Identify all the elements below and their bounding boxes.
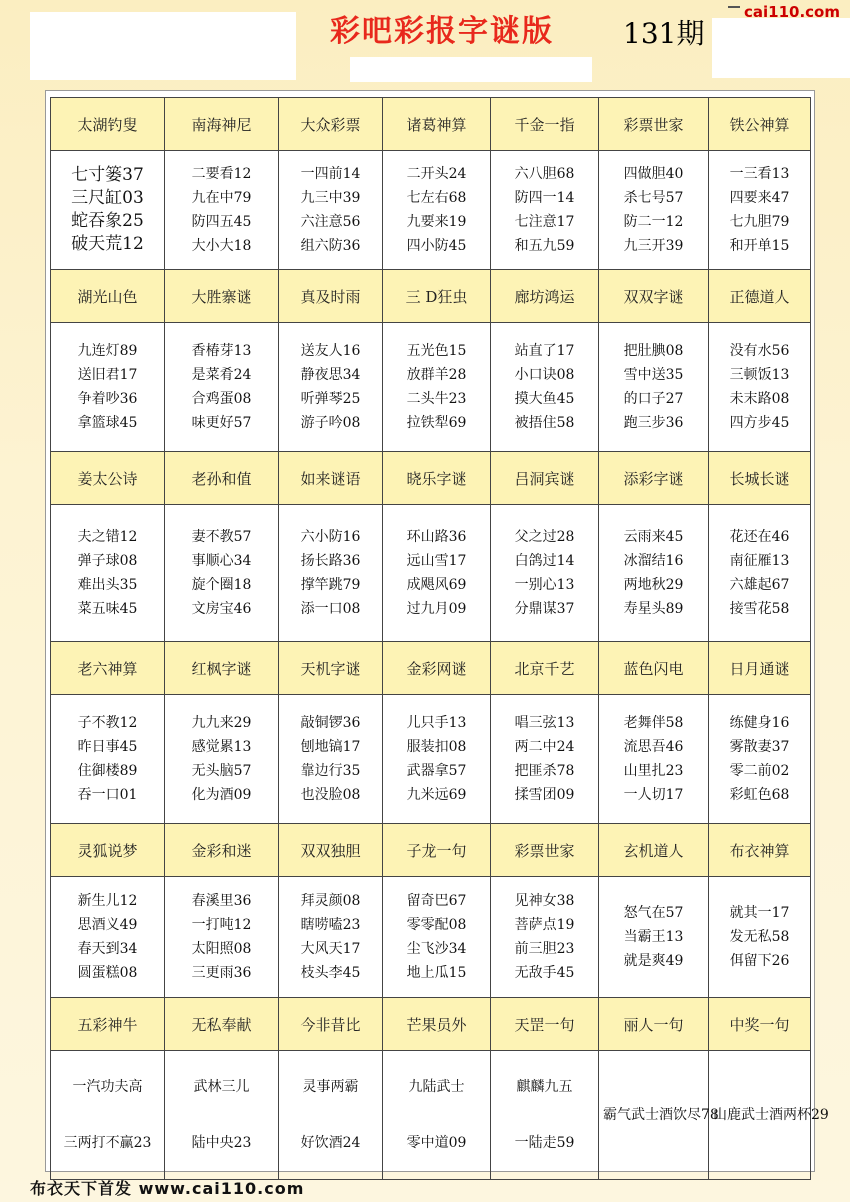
prediction-cell bbox=[279, 1051, 383, 1180]
prediction-line: 九三开39 bbox=[623, 238, 684, 254]
prediction-line: 一人切17 bbox=[623, 787, 684, 803]
prediction-line: 雾散妻37 bbox=[729, 739, 790, 755]
column-header bbox=[383, 998, 491, 1051]
expert-name: 芒果员外 bbox=[406, 1015, 467, 1034]
column-header bbox=[599, 270, 709, 323]
prediction-line: 未末路08 bbox=[729, 391, 790, 407]
prediction-line: 二开头24 bbox=[406, 166, 467, 182]
expert-name: 添彩字谜 bbox=[623, 469, 684, 488]
prediction-cell bbox=[165, 151, 279, 270]
prediction-line: 二要看12 bbox=[191, 166, 252, 182]
prediction-cell bbox=[51, 323, 165, 452]
prediction-line: 春溪里36 bbox=[191, 893, 252, 909]
prediction-line: 菜五味45 bbox=[77, 601, 138, 617]
prediction-line: 四做胆40 bbox=[623, 166, 684, 182]
prediction-line: 远山雪17 bbox=[406, 553, 467, 569]
prediction-cell bbox=[51, 505, 165, 642]
prediction-line: 送友人16 bbox=[300, 343, 361, 359]
prediction-line: 组六防36 bbox=[300, 238, 361, 254]
prediction-line: 九陆武士 bbox=[408, 1079, 465, 1095]
header-blank-strip bbox=[350, 57, 592, 82]
column-header bbox=[383, 642, 491, 695]
section-body-row bbox=[51, 695, 811, 824]
prediction-line: 游子吟08 bbox=[300, 415, 361, 431]
prediction-line: 发无私58 bbox=[729, 929, 790, 945]
prediction-cell bbox=[599, 323, 709, 452]
column-header bbox=[165, 998, 279, 1051]
issue-number: 131期 bbox=[623, 17, 705, 50]
expert-name: 真及时雨 bbox=[300, 287, 361, 306]
prediction-cell bbox=[491, 695, 599, 824]
prediction-line: 老舞伴58 bbox=[623, 715, 684, 731]
prediction-line: 武器拿57 bbox=[406, 763, 467, 779]
prediction-line: 蛇吞象25 bbox=[71, 211, 144, 231]
prediction-cell bbox=[709, 151, 811, 270]
expert-name: 湖光山色 bbox=[77, 287, 138, 306]
page-title: 彩吧彩报字谜版 bbox=[330, 14, 554, 49]
prediction-line: 零二前02 bbox=[729, 763, 790, 779]
prediction-cell bbox=[383, 151, 491, 270]
prediction-cell bbox=[599, 1051, 719, 1180]
prediction-line: 难出头35 bbox=[77, 577, 138, 593]
prediction-line: 一陆走59 bbox=[514, 1135, 575, 1151]
prediction-line: 跑三步36 bbox=[623, 415, 684, 431]
prediction-line: 接雪花58 bbox=[729, 601, 790, 617]
prediction-cell bbox=[383, 695, 491, 824]
prediction-line: 五光色15 bbox=[406, 343, 467, 359]
prediction-line: 就是爽49 bbox=[623, 953, 684, 969]
prediction-cell bbox=[383, 1051, 491, 1180]
prediction-line: 子不教12 bbox=[77, 715, 138, 731]
prediction-cell bbox=[51, 151, 165, 270]
expert-name: 老六神算 bbox=[77, 659, 138, 678]
prediction-line: 云雨来45 bbox=[623, 529, 684, 545]
column-header bbox=[51, 642, 165, 695]
prediction-cell bbox=[383, 505, 491, 642]
expert-name: 子龙一句 bbox=[406, 841, 467, 860]
prediction-line: 新生儿12 bbox=[77, 893, 138, 909]
site-mark bbox=[728, 6, 740, 8]
prediction-cell bbox=[165, 1051, 279, 1180]
column-header bbox=[383, 452, 491, 505]
prediction-line: 化为酒09 bbox=[191, 787, 252, 803]
prediction-cell bbox=[491, 1051, 599, 1180]
column-header bbox=[491, 998, 599, 1051]
column-header bbox=[279, 642, 383, 695]
prediction-line: 揉雪团09 bbox=[514, 787, 575, 803]
prediction-line: 拜灵颜08 bbox=[300, 893, 361, 909]
prediction-line: 四小防45 bbox=[406, 238, 467, 254]
puzzle-sheet bbox=[45, 90, 829, 1172]
column-header bbox=[599, 824, 709, 877]
expert-name: 吕洞宾谜 bbox=[514, 469, 575, 488]
section-body-row bbox=[51, 505, 811, 642]
column-header bbox=[383, 824, 491, 877]
prediction-line: 两地秋29 bbox=[623, 577, 684, 593]
prediction-cell bbox=[51, 1051, 165, 1180]
expert-name: 太湖钓叟 bbox=[77, 115, 138, 134]
section-header-row bbox=[51, 98, 811, 151]
section-header-row bbox=[51, 642, 811, 695]
prediction-line: 七九胆79 bbox=[729, 214, 790, 230]
prediction-line: 见神女38 bbox=[514, 893, 575, 909]
column-header bbox=[491, 98, 599, 151]
section-header-row bbox=[51, 270, 811, 323]
prediction-line: 一别心13 bbox=[514, 577, 575, 593]
expert-name: 五彩神牛 bbox=[77, 1015, 138, 1034]
column-header bbox=[165, 824, 279, 877]
prediction-line: 瞎唠嗑23 bbox=[300, 917, 361, 933]
column-header bbox=[709, 98, 811, 151]
column-header bbox=[51, 998, 165, 1051]
prediction-line: 前三胆23 bbox=[514, 941, 575, 957]
prediction-cell bbox=[279, 151, 383, 270]
prediction-line: 三更雨36 bbox=[191, 965, 252, 981]
site-logo[interactable]: cai110.com bbox=[744, 3, 840, 21]
section-header-row bbox=[51, 998, 811, 1051]
section-body-row bbox=[51, 877, 811, 998]
expert-name: 玄机道人 bbox=[623, 841, 684, 860]
column-header bbox=[51, 824, 165, 877]
prediction-line: 九要来19 bbox=[406, 214, 467, 230]
expert-name: 双双字谜 bbox=[623, 287, 684, 306]
section-body-row bbox=[51, 323, 811, 452]
prediction-line: 圆蛋糕08 bbox=[77, 965, 138, 981]
prediction-line: 防四五45 bbox=[191, 214, 252, 230]
expert-name: 丽人一句 bbox=[623, 1015, 684, 1034]
expert-name: 廊坊鸿运 bbox=[514, 287, 575, 306]
prediction-line: 敲铜锣36 bbox=[300, 715, 361, 731]
column-header bbox=[51, 98, 165, 151]
expert-name: 天机字谜 bbox=[300, 659, 361, 678]
prediction-line: 练健身16 bbox=[729, 715, 790, 731]
prediction-line: 无头脑57 bbox=[191, 763, 252, 779]
prediction-cell bbox=[165, 323, 279, 452]
prediction-line: 菩萨点19 bbox=[514, 917, 575, 933]
prediction-cell bbox=[709, 505, 811, 642]
prediction-cell bbox=[279, 877, 383, 998]
expert-name: 诸葛神算 bbox=[406, 115, 467, 134]
prediction-line: 事顺心34 bbox=[191, 553, 252, 569]
prediction-line: 南征雁13 bbox=[729, 553, 790, 569]
prediction-cell bbox=[51, 877, 165, 998]
prediction-line: 九三中39 bbox=[300, 190, 361, 206]
prediction-line: 争着吵36 bbox=[77, 391, 138, 407]
prediction-line: 寿星头89 bbox=[623, 601, 684, 617]
expert-name: 金彩和迷 bbox=[191, 841, 252, 860]
prediction-line: 扬长路36 bbox=[300, 553, 361, 569]
prediction-cell bbox=[709, 695, 811, 824]
prediction-line: 九九来29 bbox=[191, 715, 252, 731]
prediction-cell bbox=[599, 505, 709, 642]
prediction-line: 白鸽过14 bbox=[514, 553, 575, 569]
prediction-line: 武林三儿 bbox=[193, 1079, 250, 1095]
prediction-line: 地上瓜15 bbox=[406, 965, 467, 981]
column-header bbox=[165, 98, 279, 151]
prediction-line: 合鸡蛋08 bbox=[191, 391, 252, 407]
prediction-line: 妻不教57 bbox=[191, 529, 252, 545]
prediction-line: 三两打不赢23 bbox=[63, 1135, 152, 1151]
prediction-line: 当霸王13 bbox=[623, 929, 684, 945]
prediction-line: 三顿饭13 bbox=[729, 367, 790, 383]
prediction-line: 花还在46 bbox=[729, 529, 790, 545]
prediction-cell bbox=[383, 323, 491, 452]
expert-name: 如来谜语 bbox=[300, 469, 361, 488]
prediction-line: 大小大18 bbox=[191, 238, 252, 254]
prediction-line: 听弹琴25 bbox=[300, 391, 361, 407]
prediction-cell bbox=[709, 877, 811, 998]
column-header bbox=[279, 824, 383, 877]
column-header bbox=[709, 824, 811, 877]
prediction-line: 二头牛23 bbox=[406, 391, 467, 407]
prediction-line: 七左右68 bbox=[406, 190, 467, 206]
column-header bbox=[491, 270, 599, 323]
header-blank-panel bbox=[30, 12, 296, 80]
section-header-row bbox=[51, 824, 811, 877]
prediction-cell bbox=[51, 695, 165, 824]
prediction-line: 冰溜结16 bbox=[623, 553, 684, 569]
expert-name: 南海神尼 bbox=[191, 115, 252, 134]
expert-name: 北京千艺 bbox=[514, 659, 575, 678]
column-header bbox=[709, 452, 811, 505]
prediction-cell bbox=[709, 1051, 829, 1180]
prediction-line: 太阳照08 bbox=[191, 941, 252, 957]
prediction-cell bbox=[165, 505, 279, 642]
header-blank-corner bbox=[712, 18, 850, 78]
prediction-line: 灵事两霸 bbox=[302, 1079, 359, 1095]
prediction-line: 六八胆68 bbox=[514, 166, 575, 182]
column-header bbox=[491, 452, 599, 505]
prediction-line: 夫之错12 bbox=[77, 529, 138, 545]
prediction-line: 拿篮球45 bbox=[77, 415, 138, 431]
prediction-line: 儿只手13 bbox=[406, 715, 467, 731]
expert-name: 天罡一句 bbox=[514, 1015, 575, 1034]
column-header bbox=[383, 270, 491, 323]
prediction-cell bbox=[165, 877, 279, 998]
prediction-line: 分鼎谋37 bbox=[514, 601, 575, 617]
prediction-line: 环山路36 bbox=[406, 529, 467, 545]
prediction-line: 旋个圈18 bbox=[191, 577, 252, 593]
expert-name: 红枫字谜 bbox=[191, 659, 252, 678]
column-header bbox=[491, 824, 599, 877]
prediction-line: 怒气在57 bbox=[623, 905, 684, 921]
column-header bbox=[599, 642, 709, 695]
column-header bbox=[709, 642, 811, 695]
puzzle-table bbox=[50, 97, 829, 1180]
expert-name: 老孙和值 bbox=[191, 469, 252, 488]
expert-name: 无私奉献 bbox=[191, 1015, 252, 1034]
column-header bbox=[279, 270, 383, 323]
prediction-line: 四要来47 bbox=[729, 190, 790, 206]
prediction-line: 放群羊28 bbox=[406, 367, 467, 383]
prediction-line: 靠边行35 bbox=[300, 763, 361, 779]
prediction-line: 流思吾46 bbox=[623, 739, 684, 755]
column-header bbox=[165, 270, 279, 323]
prediction-line: 把匪杀78 bbox=[514, 763, 575, 779]
column-header bbox=[599, 998, 709, 1051]
column-header bbox=[51, 270, 165, 323]
prediction-line: 破天荒12 bbox=[71, 234, 144, 254]
prediction-line: 六小防16 bbox=[300, 529, 361, 545]
column-header bbox=[383, 98, 491, 151]
prediction-cell bbox=[599, 151, 709, 270]
expert-name: 正德道人 bbox=[729, 287, 790, 306]
prediction-line: 撑竿跳79 bbox=[300, 577, 361, 593]
prediction-cell bbox=[279, 323, 383, 452]
prediction-line: 六雄起67 bbox=[729, 577, 790, 593]
prediction-line: 小口诀08 bbox=[514, 367, 575, 383]
prediction-line: 好饮酒24 bbox=[300, 1135, 361, 1151]
prediction-line: 成飓风69 bbox=[406, 577, 467, 593]
column-header bbox=[279, 998, 383, 1051]
prediction-line: 被捂住58 bbox=[514, 415, 575, 431]
column-header bbox=[279, 98, 383, 151]
expert-name: 双双独胆 bbox=[300, 841, 361, 860]
prediction-line: 过九月09 bbox=[406, 601, 467, 617]
prediction-line: 拉铁犁69 bbox=[406, 415, 467, 431]
prediction-line: 春天到34 bbox=[77, 941, 138, 957]
prediction-line: 七寸篓37 bbox=[71, 165, 144, 185]
prediction-line: 麒麟九五 bbox=[516, 1079, 573, 1095]
prediction-line: 香椿芽13 bbox=[191, 343, 252, 359]
prediction-line: 两二中24 bbox=[514, 739, 575, 755]
prediction-line: 就其一17 bbox=[729, 905, 790, 921]
expert-name: 日月通谜 bbox=[729, 659, 790, 678]
prediction-cell bbox=[491, 323, 599, 452]
prediction-line: 刨地镐17 bbox=[300, 739, 361, 755]
prediction-line: 的口子27 bbox=[623, 391, 684, 407]
prediction-cell bbox=[491, 151, 599, 270]
prediction-line: 静夜思34 bbox=[300, 367, 361, 383]
prediction-cell bbox=[279, 505, 383, 642]
prediction-line: 感觉累13 bbox=[191, 739, 252, 755]
prediction-line: 山里扎23 bbox=[623, 763, 684, 779]
expert-name: 大胜寨谜 bbox=[191, 287, 252, 306]
expert-name: 晓乐字谜 bbox=[406, 469, 467, 488]
prediction-line: 四方步45 bbox=[729, 415, 790, 431]
section-header-row bbox=[51, 452, 811, 505]
prediction-line: 服装扣08 bbox=[406, 739, 467, 755]
prediction-line: 也没脸08 bbox=[300, 787, 361, 803]
prediction-line: 山鹿武士酒两杯29 bbox=[713, 1107, 829, 1123]
prediction-line: 九在中79 bbox=[191, 190, 252, 206]
prediction-line: 霸气武士酒饮尽78 bbox=[603, 1107, 719, 1123]
column-header bbox=[491, 642, 599, 695]
prediction-line: 七注意17 bbox=[514, 214, 575, 230]
prediction-line: 九连灯89 bbox=[77, 343, 138, 359]
prediction-line: 防四一14 bbox=[514, 190, 575, 206]
prediction-line: 和五九59 bbox=[514, 238, 575, 254]
column-header bbox=[165, 452, 279, 505]
prediction-line: 留奇巴67 bbox=[406, 893, 467, 909]
section-body-row bbox=[51, 151, 811, 270]
section-body-row bbox=[51, 1051, 811, 1180]
prediction-line: 无敌手45 bbox=[514, 965, 575, 981]
column-header bbox=[599, 98, 709, 151]
expert-name: 彩票世家 bbox=[623, 115, 684, 134]
prediction-line: 住御楼89 bbox=[77, 763, 138, 779]
prediction-cell bbox=[165, 695, 279, 824]
prediction-line: 零零配08 bbox=[406, 917, 467, 933]
prediction-line: 站直了17 bbox=[514, 343, 575, 359]
prediction-line: 摸大鱼45 bbox=[514, 391, 575, 407]
prediction-line: 雪中送35 bbox=[623, 367, 684, 383]
expert-name: 今非昔比 bbox=[300, 1015, 361, 1034]
prediction-line: 没有水56 bbox=[729, 343, 790, 359]
prediction-line: 杀七号57 bbox=[623, 190, 684, 206]
expert-name: 灵狐说梦 bbox=[77, 841, 138, 860]
prediction-line: 是菜肴24 bbox=[191, 367, 252, 383]
prediction-line: 吞一口01 bbox=[77, 787, 138, 803]
column-header bbox=[709, 998, 811, 1051]
expert-name: 长城长谜 bbox=[729, 469, 790, 488]
prediction-cell bbox=[383, 877, 491, 998]
prediction-cell bbox=[709, 323, 811, 452]
prediction-line: 零中道09 bbox=[406, 1135, 467, 1151]
column-header bbox=[279, 452, 383, 505]
prediction-line: 佴留下26 bbox=[729, 953, 790, 969]
prediction-line: 一汽功夫高 bbox=[72, 1079, 143, 1095]
expert-name: 三 D狂虫 bbox=[405, 287, 468, 306]
prediction-line: 一四前14 bbox=[300, 166, 361, 182]
prediction-cell bbox=[491, 505, 599, 642]
prediction-line: 思酒义49 bbox=[77, 917, 138, 933]
prediction-line: 彩虹色68 bbox=[729, 787, 790, 803]
expert-name: 千金一指 bbox=[514, 115, 575, 134]
prediction-line: 味更好57 bbox=[191, 415, 252, 431]
column-header bbox=[599, 452, 709, 505]
prediction-line: 尘飞沙34 bbox=[406, 941, 467, 957]
expert-name: 蓝色闪电 bbox=[623, 659, 684, 678]
expert-name: 中奖一句 bbox=[729, 1015, 790, 1034]
expert-name: 彩票世家 bbox=[514, 841, 575, 860]
prediction-line: 昨日事45 bbox=[77, 739, 138, 755]
prediction-line: 防二一12 bbox=[623, 214, 684, 230]
prediction-line: 文房宝46 bbox=[191, 601, 252, 617]
column-header bbox=[165, 642, 279, 695]
prediction-line: 一打吨12 bbox=[191, 917, 252, 933]
prediction-line: 父之过28 bbox=[514, 529, 575, 545]
prediction-line: 枝头李45 bbox=[300, 965, 361, 981]
prediction-line: 陆中央23 bbox=[191, 1135, 252, 1151]
expert-name: 金彩网谜 bbox=[406, 659, 467, 678]
expert-name: 姜太公诗 bbox=[77, 469, 138, 488]
expert-name: 大众彩票 bbox=[300, 115, 361, 134]
prediction-line: 送旧君17 bbox=[77, 367, 138, 383]
prediction-cell bbox=[491, 877, 599, 998]
column-header bbox=[709, 270, 811, 323]
prediction-cell bbox=[279, 695, 383, 824]
prediction-line: 添一口08 bbox=[300, 601, 361, 617]
footer-credit[interactable]: 布衣天下首发 www.cai110.com bbox=[30, 1179, 305, 1198]
prediction-line: 九米远69 bbox=[406, 787, 467, 803]
prediction-line: 把肚腆08 bbox=[623, 343, 684, 359]
prediction-line: 弹子球08 bbox=[77, 553, 138, 569]
prediction-line: 三尺缸03 bbox=[71, 188, 144, 208]
prediction-line: 唱三弦13 bbox=[514, 715, 575, 731]
column-header bbox=[51, 452, 165, 505]
prediction-cell bbox=[599, 695, 709, 824]
expert-name: 铁公神算 bbox=[729, 115, 790, 134]
prediction-line: 六注意56 bbox=[300, 214, 361, 230]
prediction-line: 一三看13 bbox=[729, 166, 790, 182]
expert-name: 布衣神算 bbox=[729, 841, 790, 860]
prediction-line: 大风天17 bbox=[300, 941, 361, 957]
prediction-line: 和开单15 bbox=[729, 238, 790, 254]
prediction-cell bbox=[599, 877, 709, 998]
